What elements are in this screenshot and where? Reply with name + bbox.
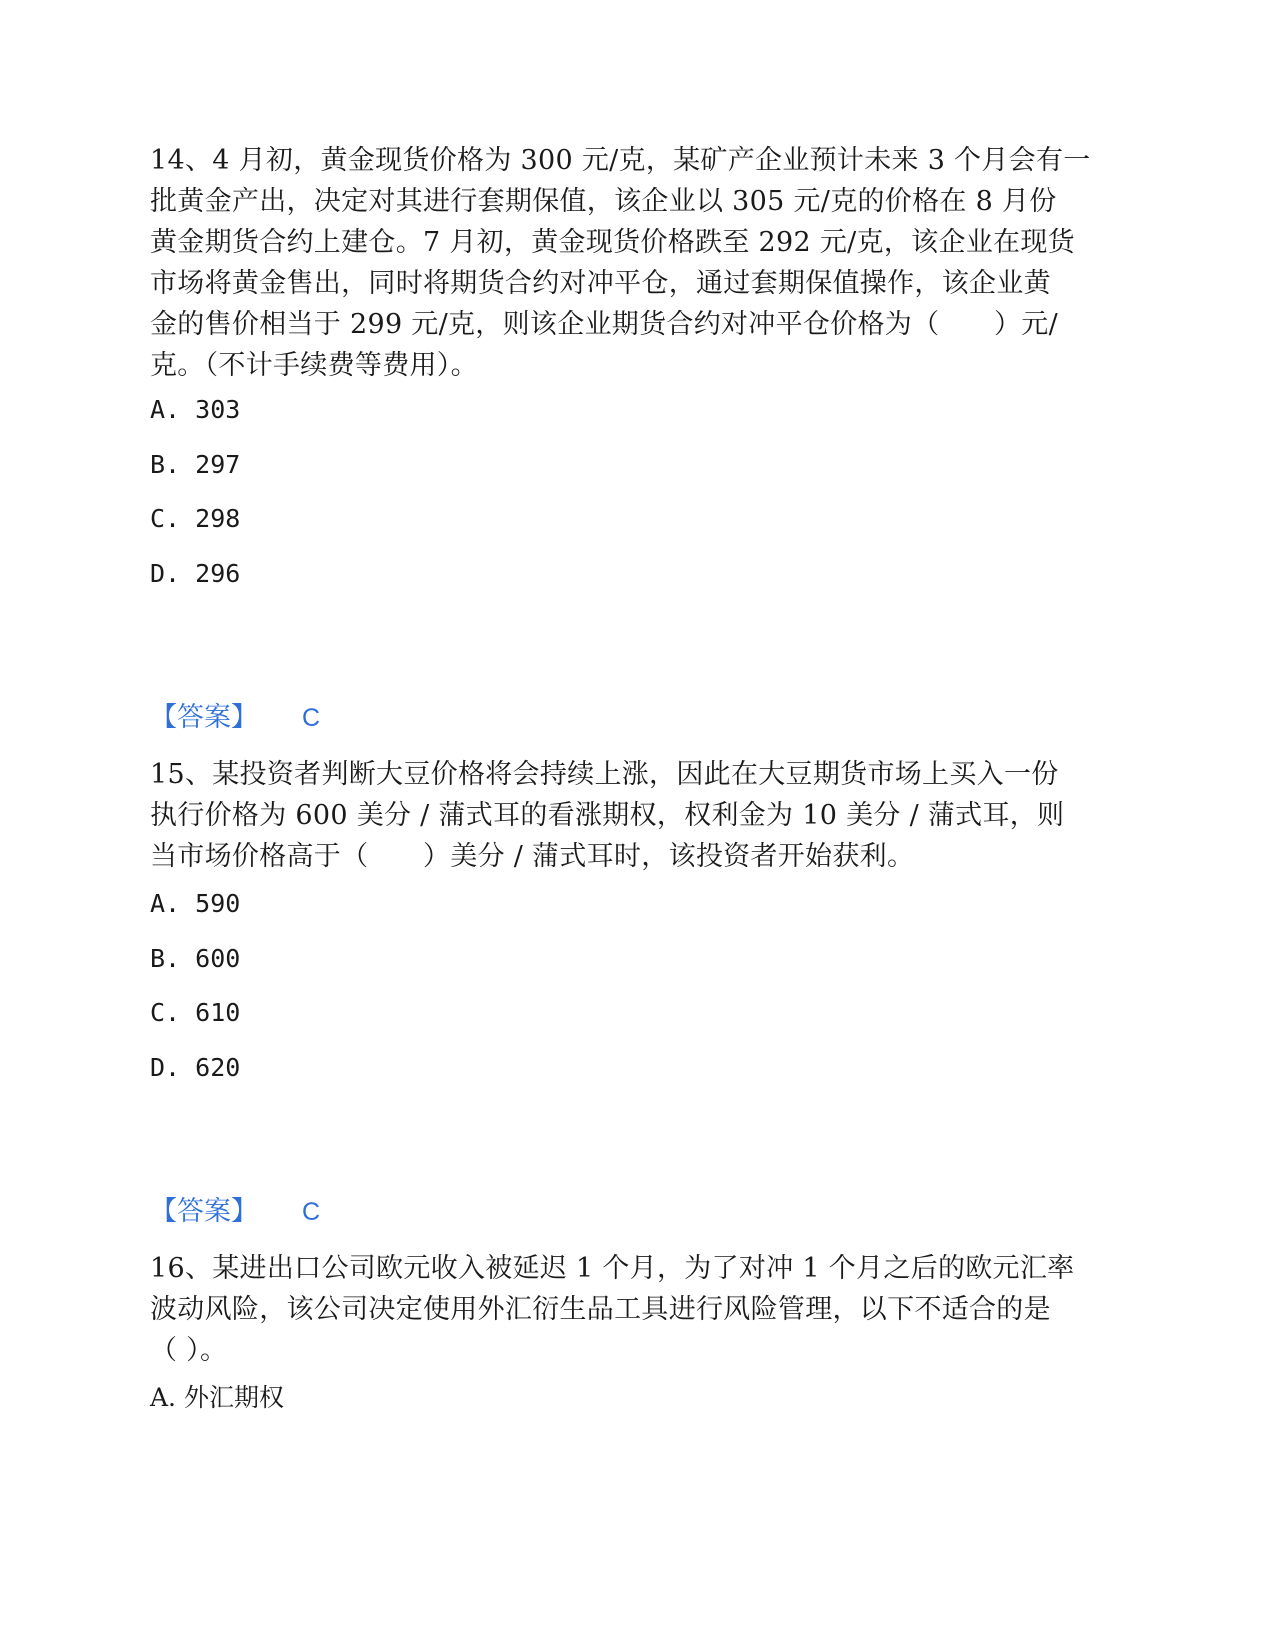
question-16-text — [150, 1248, 1130, 1371]
question-15-option-d: D. 620 — [150, 1053, 241, 1082]
answer-value: C — [302, 704, 321, 732]
question-14-line: 金的售价相当于 299 元/克，则该企业期货合约对冲平仓价格为（ ）元/ — [150, 309, 1058, 340]
question-14-line: 黄金期货合约上建仓。7 月初，黄金现货价格跌至 292 元/克，该企业在现货 — [150, 227, 1075, 258]
question-16-line: （ ）。 — [150, 1335, 228, 1366]
answer-label: 【答案】 — [150, 702, 258, 733]
answer-value: C — [302, 1198, 321, 1226]
question-16-line: 16、某进出口公司欧元收入被延迟 1 个月，为了对冲 1 个月之后的欧元汇率 — [150, 1253, 1075, 1284]
question-15-option-b: B. 600 — [150, 944, 241, 973]
question-14-option-c: C. 298 — [150, 504, 241, 533]
question-15-answer — [150, 1194, 320, 1230]
question-15-line: 执行价格为 600 美分 / 蒲式耳的看涨期权，权利金为 10 美分 / 蒲式耳，则 — [150, 800, 1065, 831]
answer-label: 【答案】 — [150, 1196, 258, 1227]
question-15-option-c: C. 610 — [150, 998, 241, 1027]
question-15-line: 15、某投资者判断大豆价格将会持续上涨，因此在大豆期货市场上买入一份 — [150, 759, 1059, 790]
question-14-line: 市场将黄金售出，同时将期货合约对冲平仓，通过套期保值操作，该企业黄 — [150, 268, 1051, 299]
question-14-option-d: D. 296 — [150, 559, 241, 588]
question-16-line: 波动风险，该公司决定使用外汇衍生品工具进行风险管理，以下不适合的是 — [150, 1294, 1051, 1325]
question-14-option-a: A. 303 — [150, 395, 241, 424]
question-14-text — [150, 140, 1130, 386]
question-15-text — [150, 754, 1130, 877]
question-14-line: 14、4 月初，黄金现货价格为 300 元/克，某矿产企业预计未来 3 个月会有一 — [150, 145, 1091, 176]
question-15-option-a: A. 590 — [150, 889, 241, 918]
question-14-line: 批黄金产出，决定对其进行套期保值，该企业以 305 元/克的价格在 8 月份 — [150, 186, 1057, 217]
question-14-answer — [150, 700, 320, 736]
question-14-option-b: B. 297 — [150, 450, 241, 479]
question-16-option-a: A. 外汇期权 — [150, 1383, 284, 1412]
question-15-line: 当市场价格高于（ ）美分 / 蒲式耳时，该投资者开始获利。 — [150, 841, 915, 872]
question-14-line: 克。（不计手续费等费用）。 — [150, 350, 478, 381]
